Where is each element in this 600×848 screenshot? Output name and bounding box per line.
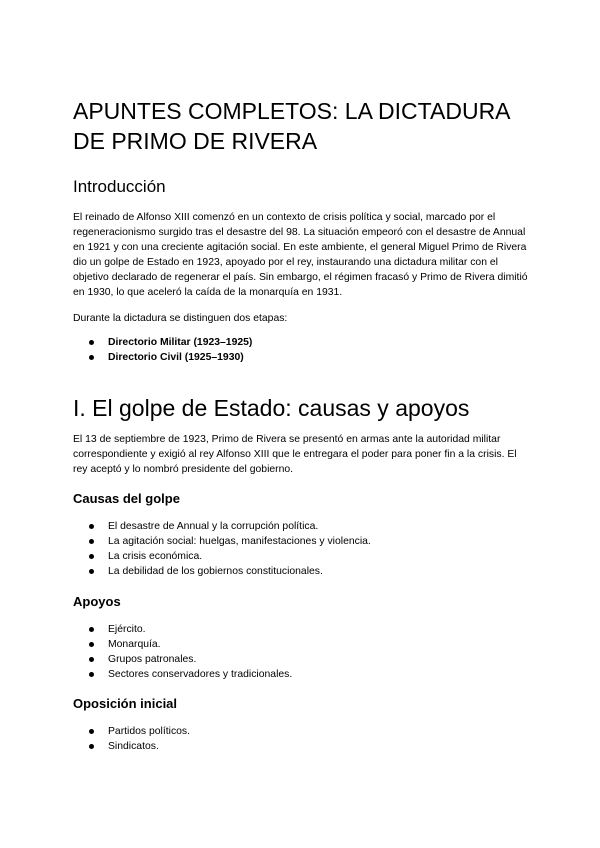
document-title: APUNTES COMPLETOS: LA DICTADURA DE PRIMO DE RIVERA [73, 98, 510, 154]
list-item: Ejército. [73, 622, 292, 637]
opposition-list [73, 724, 190, 754]
intro-heading: Introducción [73, 177, 166, 196]
section-paragraph: El 13 de septiembre de 1923, Primo de Rivera se presentó en armas ante la autoridad militar correspondiente y exigió al rey Alfonso XIII que le entregara el poder para poner fin a la crisis. El rey aceptó y lo nombró presidente del gobierno. [73, 434, 517, 475]
list-item: Grupos patronales. [73, 652, 292, 667]
list-item: Monarquía. [73, 637, 292, 652]
stages-list [73, 335, 252, 365]
list-item: Sectores conservadores y tradicionales. [73, 667, 292, 682]
section-heading: I. El golpe de Estado: causas y apoyos [73, 395, 470, 421]
list-item: Sindicatos. [73, 739, 190, 754]
supports-list [73, 622, 292, 682]
opposition-heading: Oposición inicial [73, 696, 178, 711]
list-item: La debilidad de los gobiernos constitucionales. [73, 564, 371, 579]
list-item: Partidos políticos. [73, 724, 190, 739]
supports-heading: Apoyos [73, 594, 121, 609]
intro-paragraph: El reinado de Alfonso XIII comenzó en un contexto de crisis política y social, marcado por el regeneracionismo surgido tras el desastre del 98. La situación empeoró con el desastre de Annual en 1921 y con una creciente agitación social. En este ambiente, el general Miguel Primo de Rivera dio un golpe de Estado en 1923, apoyado por el rey, instaurando una dictadura militar con el objetivo declarado de regenerar el país. Sin embargo, el régimen fracasó y Primo de Rivera dimitió en 1930, lo que aceleró la caída de la monarquía en 1931. [73, 212, 528, 298]
list-item: La agitación social: huelgas, manifestaciones y violencia. [73, 534, 371, 549]
list-item: El desastre de Annual y la corrupción política. [73, 519, 371, 534]
causes-list [73, 519, 371, 579]
causes-heading: Causas del golpe [73, 491, 180, 506]
list-item: La crisis económica. [73, 549, 371, 564]
list-item: Directorio Civil (1925–1930) [73, 350, 252, 365]
list-item: Directorio Militar (1923–1925) [73, 335, 252, 350]
stages-intro: Durante la dictadura se distinguen dos etapas: [73, 313, 288, 324]
